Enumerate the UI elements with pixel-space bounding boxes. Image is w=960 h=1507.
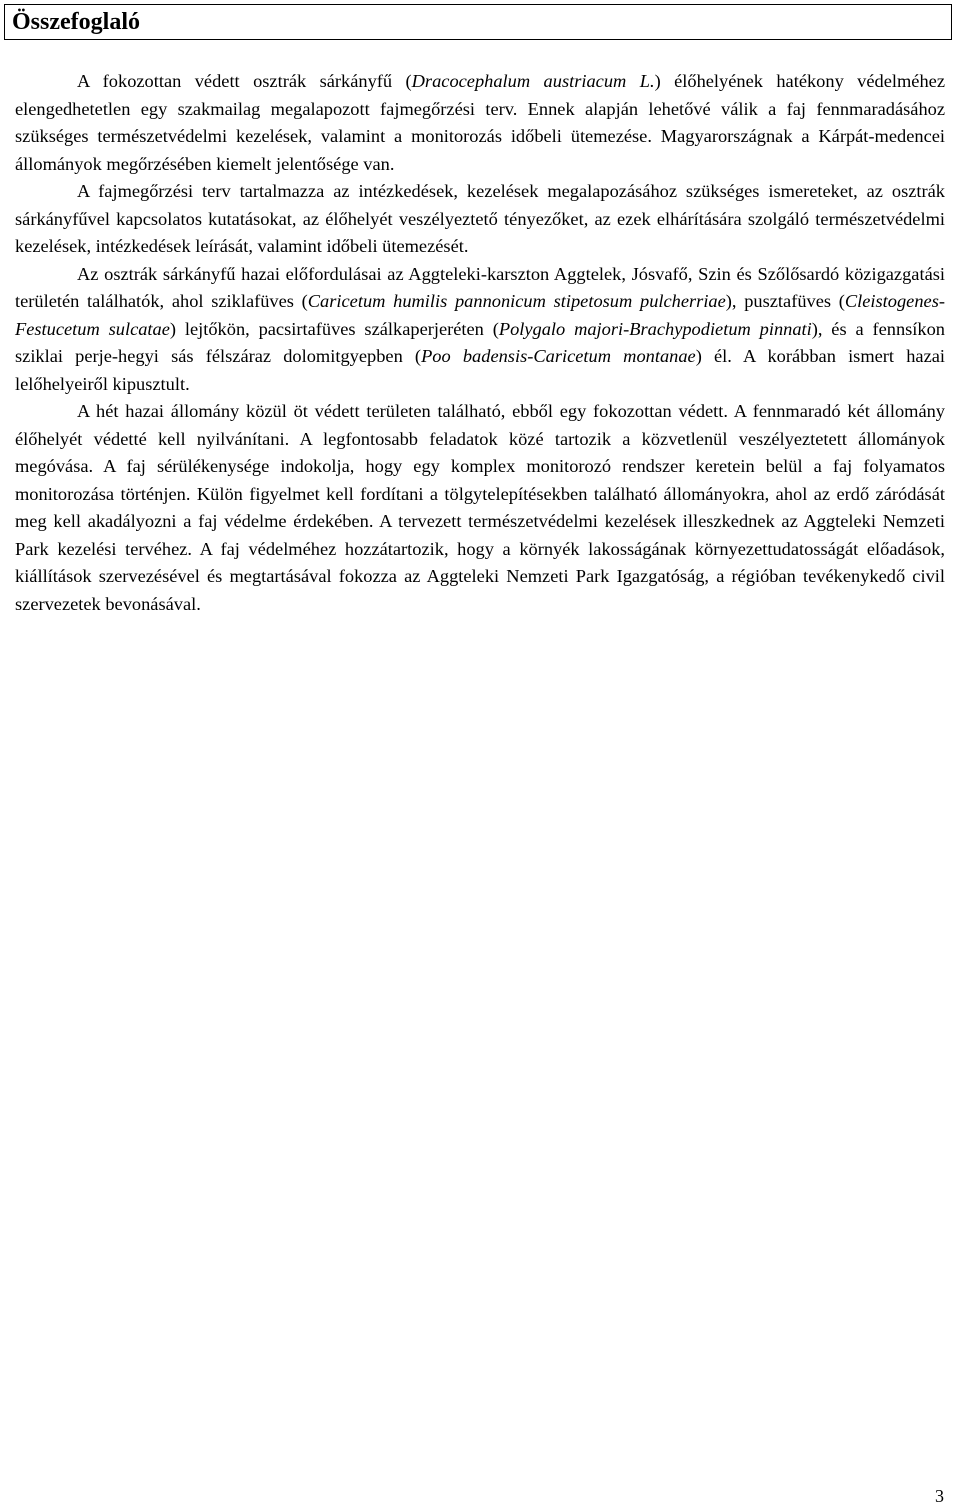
document-body [15,68,945,618]
text-span: A fokozottan védett osztrák sárkányfű ( [77,71,412,91]
plant-community-name: Cleistogenes-Festucetum sulcatae [15,291,945,339]
text-span: ), és a fennsíkon sziklai perje-hegyi sás félszáraz dolomitgyepben ( [15,318,945,366]
paragraph-intro [15,68,945,178]
paragraph-plan-contents: A fajmegőrzési terv tartalmazza az intézkedések, kezelések megalapozásához szükséges ismereteket, az osztrák sárkányfűvel kapcsolatos kutatásokat, az élőhelyét veszélyeztető tényezőket, az ezek elhárítására szolgáló természetvédelmi kezelések, intézkedések leírását, valamint időbeli ütemezését. [15,181,945,256]
species-name: Dracocephalum austriacum L. [411,71,655,91]
plant-community-name: Caricetum humilis pannonicum stipetosum pulcherriae [307,291,726,311]
paragraph-occurrences [15,261,945,399]
page-number: 3 [935,1486,944,1506]
plant-community-name: Poo badensis-Caricetum montanae [421,346,696,366]
text-span: ) él. A korábban ismert hazai lelőhelyeiről kipusztult. [15,346,946,394]
paragraph-protection-tasks: A hét hazai állomány közül öt védett területen található, ebből egy fokozottan védett. A fennmaradó két állomány élőhelyét védetté kell nyilvánítani. A legfontosabb feladatok közé tartozik a közvetlenül veszélyeztetett állományok megóvása. A faj sérülékenysége indokolja, hogy egy komplex monitorozó rendszer keretein belül a faj folyamatos monitorozása történjen. Külön figyelmet kell fordítani a tölgytelepítésekben található állományokra, ahol az erdő záródását meg kell akadályozni a faj védelme érdekében. A tervezett természetvédelmi kezelések illeszkednek az Aggteleki Nemzeti Park kezelési tervéhez. A faj védelméhez hozzátartozik, hogy a környék lakosságának környezettudatosságát előadások, kiállítások szervezésével és megtartásával fokozza az Aggteleki Nemzeti Park Igazgatóság, a régióban tevékenykedő civil szervezetek bevonásával. [15,401,945,614]
plant-community-name: Polygalo majori-Brachypodietum pinnati [498,318,812,339]
section-title-box [4,4,952,40]
text-span: ), pusztafüves ( [725,291,845,311]
text-span: ) lejtőkön, pacsirtafüves szálkaperjeréten ( [169,318,499,339]
text-span: ) élőhelyének hatékony védelméhez elengedhetetlen egy szakmailag megalapozott fajmegőrzési terv. Ennek alapján lehetővé válik a faj fennmaradásához szükséges természetvédelmi kezelések, valamint a monitorozás időbeli ütemezése. Magyarországnak a Kárpát-medencei állományok megőrzésében kiemelt jelentősége van. [15,71,945,174]
section-title: Összefoglaló [12,9,140,35]
text-span: Az osztrák sárkányfű hazai előfordulásai az Aggteleki-karszton Aggtelek, Jósvafő, Szin és Szőlősardó közigazgatási területén találhatók, ahol sziklafüves ( [15,263,945,311]
